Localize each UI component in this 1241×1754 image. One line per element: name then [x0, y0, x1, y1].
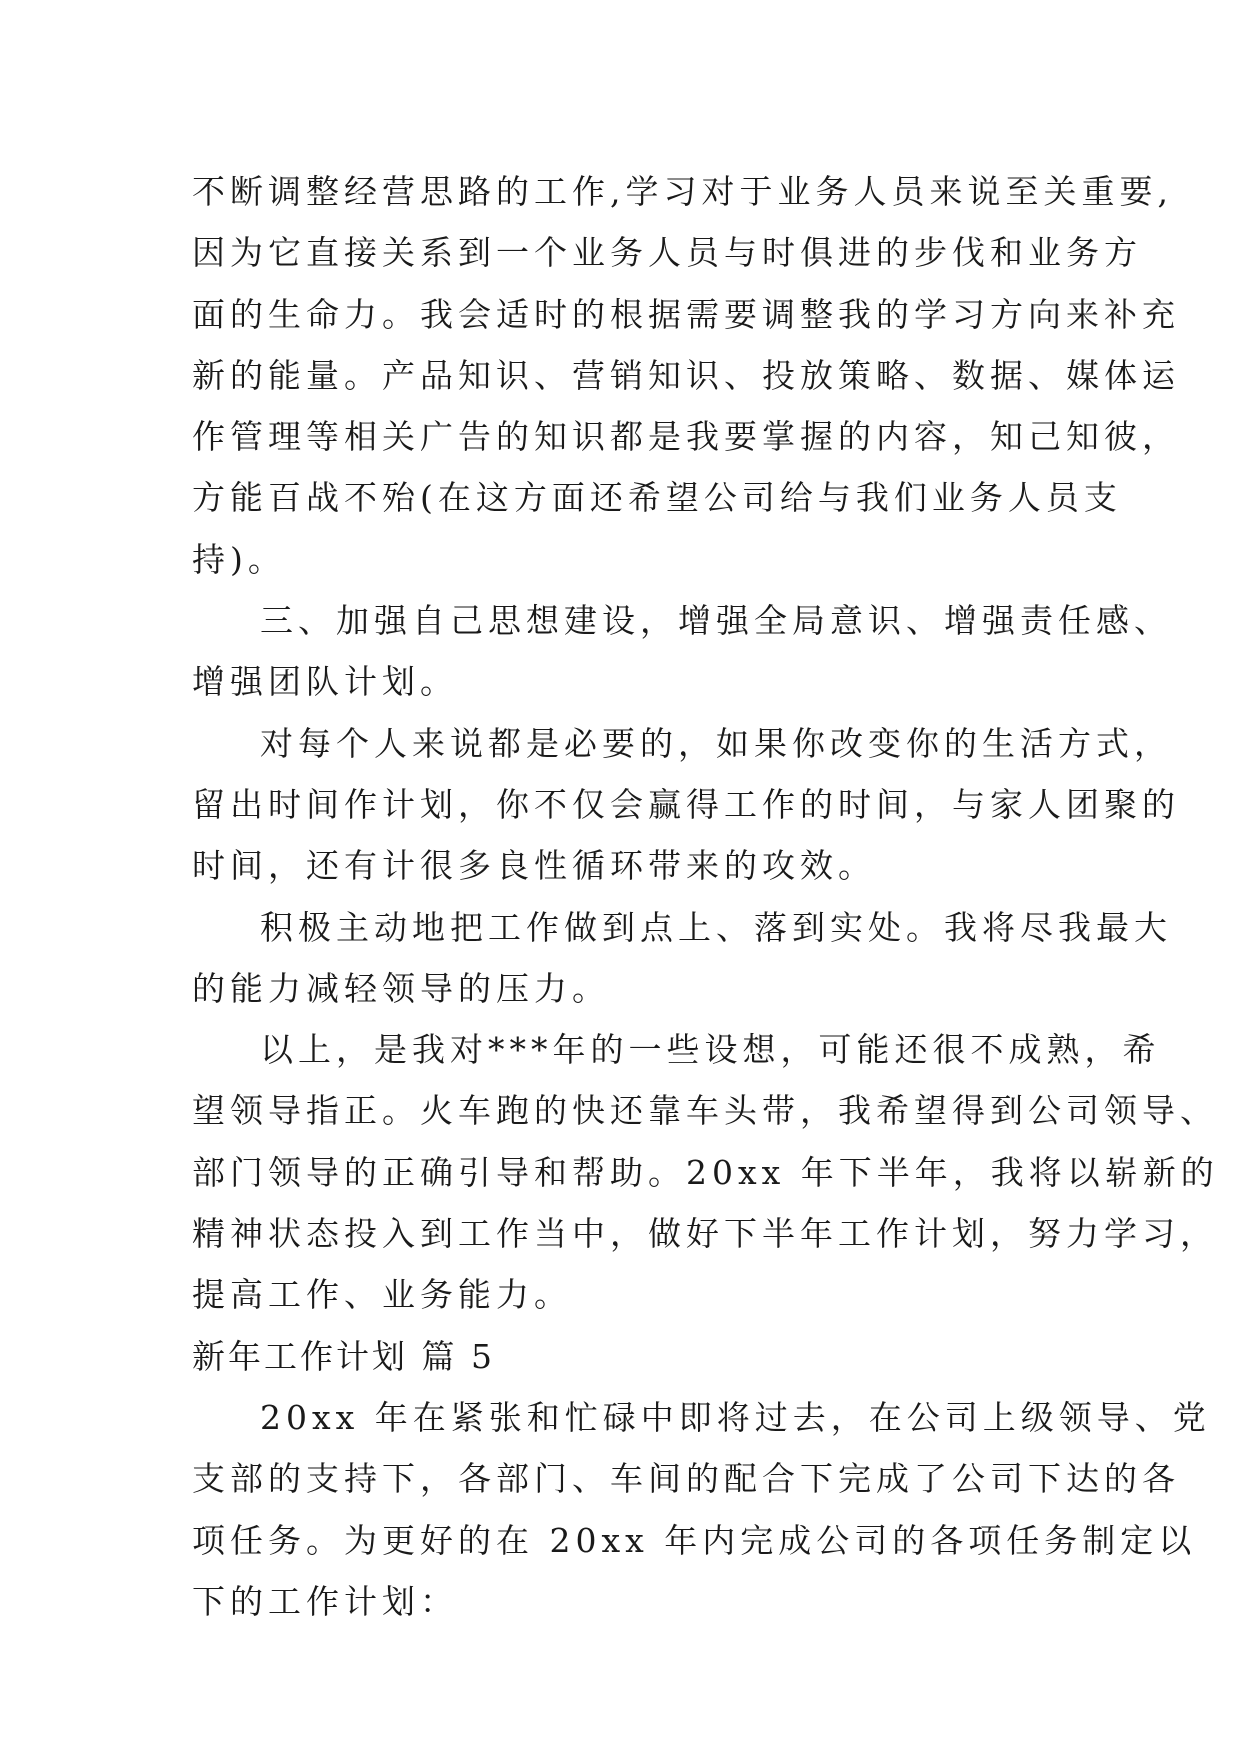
paragraph [192, 1019, 1219, 1325]
text-line: 积极主动地把工作做到点上、落到实处。我将尽我最大 [260, 907, 1172, 947]
text-line: 因为它直接关系到一个业务人员与时俱进的步伐和业务方 [192, 233, 1142, 273]
text-line: 望领导指正。火车跑的快还靠车头带，我希望得到公司领导、 [192, 1091, 1218, 1131]
text-line: 精神状态投入到工作当中，做好下半年工作计划，努力学习， [192, 1214, 1218, 1254]
text-line: 作管理等相关广告的知识都是我要掌握的内容，知己知彼， [192, 417, 1180, 457]
section-heading: 新年工作计划 篇 5 [192, 1336, 495, 1376]
paragraph [192, 161, 1180, 590]
text-line: 不断调整经营思路的工作,学习对于业务人员来说至关重要, [192, 172, 1173, 211]
text-line: 对每个人来说都是必要的，如果你改变你的生活方式， [260, 723, 1172, 763]
text-line: 20xx 年在紧张和忙碌中即将过去，在公司上级领导、党 [260, 1397, 1211, 1437]
text-line: 下的工作计划： [192, 1581, 458, 1621]
text-line: 增强团队计划。 [192, 662, 458, 702]
text-line: 新的能量。产品知识、营销知识、投放策略、数据、媒体运 [192, 355, 1180, 395]
text-line: 以上，是我对***年的一些设想，可能还很不成熟，希 [260, 1030, 1161, 1070]
text-line: 时间，还有计很多良性循环带来的攻效。 [192, 846, 876, 886]
text-line: 持)。 [192, 539, 286, 579]
text-line: 提高工作、业务能力。 [192, 1275, 572, 1315]
text-line: 面的生命力。我会适时的根据需要调整我的学习方向来补充 [192, 294, 1180, 334]
text-line: 支部的支持下，各部门、车间的配合下完成了公司下达的各 [192, 1459, 1180, 1499]
paragraph [192, 713, 1180, 897]
paragraph [192, 590, 1172, 713]
paragraph [192, 897, 1172, 1020]
text-line: 方能百战不殆(在这方面还希望公司给与我们业务人员支 [192, 478, 1122, 518]
text-line: 项任务。为更好的在 20xx 年内完成公司的各项任务制定以 [192, 1520, 1197, 1560]
paragraph [192, 1387, 1211, 1632]
text-line: 的能力减轻领导的压力。 [192, 968, 610, 1008]
text-line: 留出时间作计划，你不仅会赢得工作的时间，与家人团聚的 [192, 784, 1180, 824]
document-body [192, 161, 1219, 1632]
text-line: 三、加强自己思想建设，增强全局意识、增强责任感、 [260, 601, 1172, 641]
text-line: 部门领导的正确引导和帮助。20xx 年下半年，我将以崭新的 [192, 1152, 1219, 1192]
